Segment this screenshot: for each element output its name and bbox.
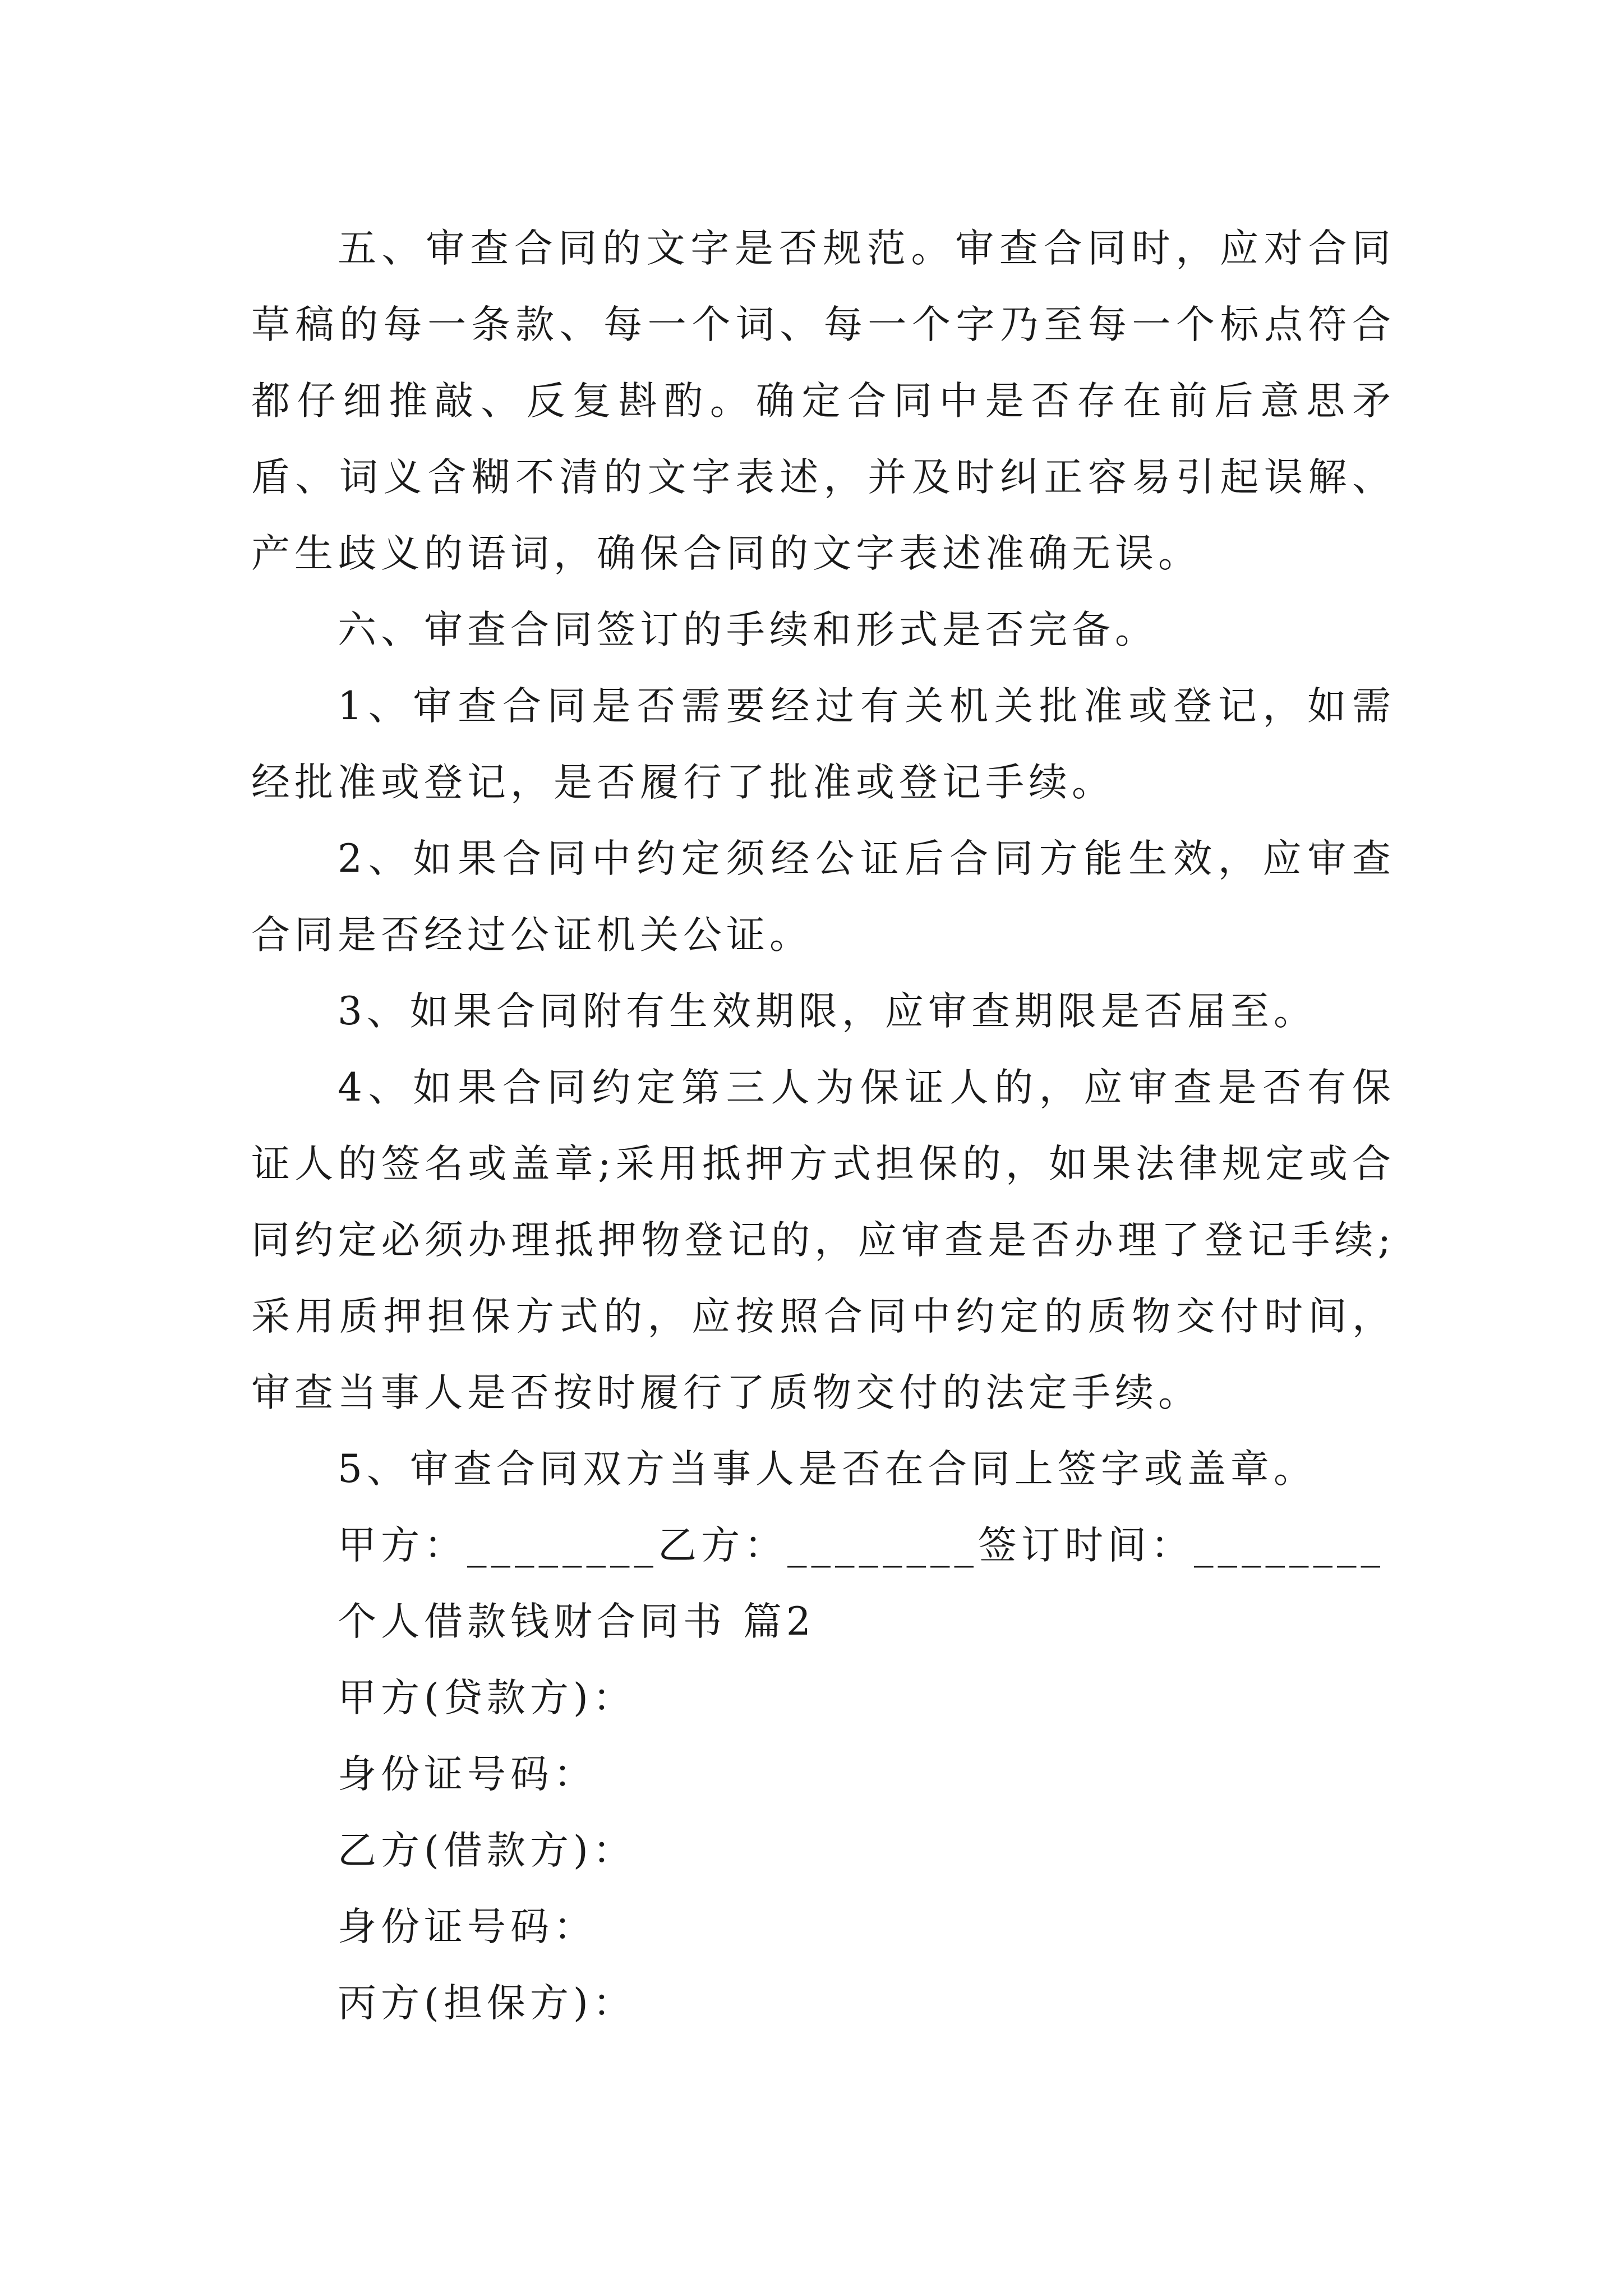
field-lender-id: 身份证号码：	[338, 1752, 597, 1797]
field-guarantor: 丙方(担保方)：	[338, 1981, 636, 2026]
paragraph-item-3: 3、如果合同附有生效期限，应审查期限是否届至。	[338, 989, 1317, 1034]
section-title: 个人借款钱财合同书 篇2	[338, 1599, 815, 1644]
field-borrower-id: 身份证号码：	[338, 1904, 597, 1949]
paragraph-item-2: 2、如果合同中约定须经公证后合同方能生效，应审查合同是否经过公证机关公证。	[251, 836, 1395, 958]
signature-line: 甲方：________乙方：________签订时间：________	[338, 1523, 1385, 1568]
paragraph-text-standard: 五、审查合同的文字是否规范。审查合同时，应对合同草稿的每一条款、每一个词、每一个字乃至每一个标点符合都仔细推敲、反复斟酌。确定合同中是否存在前后意思矛盾、词义含糊不清的文字表述，并及时纠正容易引起误解、产生歧义的语词，确保合同的文字表述准确无误。	[251, 226, 1395, 576]
paragraph-item-1: 1、审查合同是否需要经过有关机关批准或登记，如需经批准或登记，是否履行了批准或登记手续。	[251, 684, 1395, 805]
paragraph-procedure-heading: 六、审查合同签订的手续和形式是否完备。	[338, 608, 1158, 652]
field-lender: 甲方(贷款方)：	[338, 1676, 636, 1720]
document-body	[251, 210, 1395, 2041]
paragraph-item-4: 4、如果合同约定第三人为保证人的，应审查是否有保证人的签名或盖章;采用抵押方式担保的，如果法律规定或合同约定必须办理抵押物登记的，应审查是否办理了登记手续;采用质押担保方式的，应按照合同中约定的质物交付时间，审查当事人是否按时履行了质物交付的法定手续。	[251, 1065, 1395, 1415]
paragraph-item-5: 5、审查合同双方当事人是否在合同上签字或盖章。	[338, 1447, 1317, 1492]
field-borrower: 乙方(借款方)：	[338, 1828, 636, 1873]
